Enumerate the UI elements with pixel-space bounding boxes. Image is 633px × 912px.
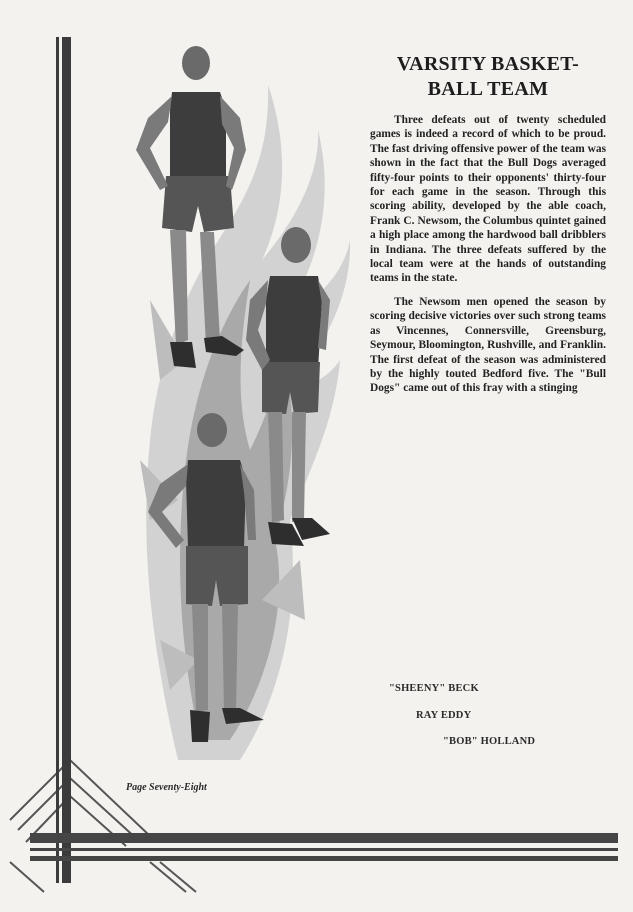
caption-beck: "SHEENY" BECK (389, 683, 479, 694)
bottom-border-thin (30, 848, 618, 851)
corner-ornament (10, 760, 196, 892)
left-border-thick (62, 37, 71, 883)
bottom-border-medium (30, 856, 618, 861)
page-number: Page Seventy-Eight (126, 782, 207, 793)
page-title (372, 52, 604, 102)
caption-eddy: RAY EDDY (416, 710, 472, 721)
caption-holland: "BOB" HOLLAND (443, 736, 536, 747)
article-body (370, 113, 606, 405)
title-line-1: VARSITY BASKET- (396, 53, 580, 75)
bottom-border-thick (30, 833, 618, 843)
paragraph: The Newsom men opened the season by scoring decisive victories over such strong teams as Vincennes, Connersville, Greensburg, Seymour, Bloomington, Rushville, and Franklin. The first defeat of the season was administered by the highly touted Bedford five. The "Bull Dogs" came out of this fray with a stinging (370, 295, 606, 395)
paragraph: Three defeats out of twenty scheduled games is indeed a record of which to be proud. The fast driving offensive power of the team was shown in the fact that the Bull Dogs averaged fifty-four points to their opponents' thirty-four for each game in the season. Through this scoring ability, developed by the able coach, Frank C. Newsom, the Columbus quintet gained a high place among the hardwood ball dribblers in Indiana. The three defeats suffered by the local team were at the hands of outstanding teams in the state. (370, 114, 606, 285)
left-border-thin (56, 37, 59, 883)
title-line-2: BALL TEAM (427, 78, 549, 100)
